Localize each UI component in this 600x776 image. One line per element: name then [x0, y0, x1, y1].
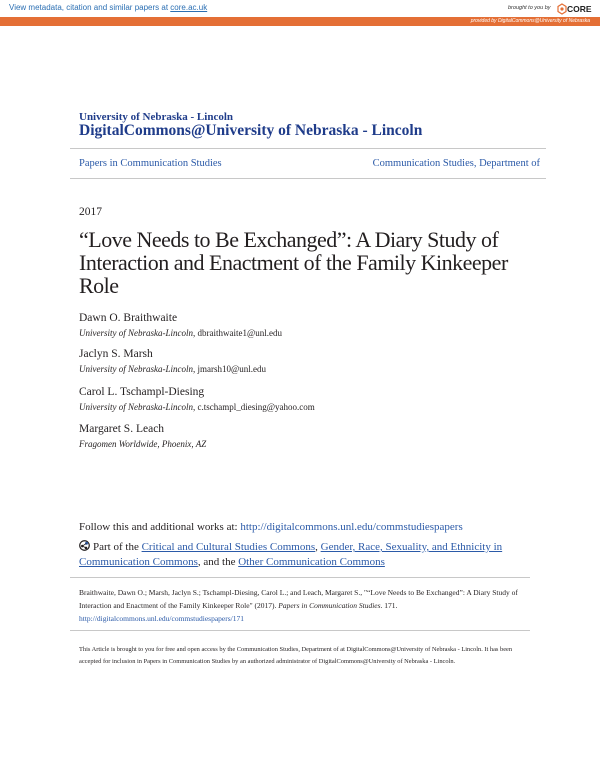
paper-title: [79, 228, 539, 297]
core-metadata-link[interactable]: View metadata, citation and similar papers at core.ac.uk: [9, 3, 208, 12]
core-logo-text: CORE: [567, 4, 592, 14]
author-affiliation: University of Nebraska-Lincoln, dbraithwaite1@unl.edu: [79, 328, 283, 338]
header-rule-top: [70, 148, 546, 149]
title-line: Interaction and Enactment of the Family Kinkeeper: [79, 250, 508, 275]
author-affiliation: University of Nebraska-Lincoln, jmarsh10@unl.edu: [79, 364, 267, 374]
series-link[interactable]: Papers in Communication Studies: [79, 158, 222, 169]
repository-name[interactable]: DigitalCommons@University of Nebraska - Lincoln: [79, 122, 423, 139]
brought-to-you-label: brought to you by: [508, 5, 551, 11]
citation-url-link[interactable]: http://digitalcommons.unl.edu/commstudiespapers/171: [79, 614, 244, 623]
access-notice: This Article is brought to you for free and open access by the Communication Studies, Department of at DigitalCommons@University of Nebraska - Lincoln. It has been accepted for inclusion in Papers in Communication Studies by an authorized administrator of DigitalCommons@University of Nebraska - Lincoln.: [79, 646, 513, 665]
title-line: Role: [79, 273, 119, 298]
commons-link[interactable]: Gender, Race, Sexuality, and Ethnicity in Communication Commons: [79, 541, 503, 568]
core-domain-link[interactable]: core.ac.uk: [170, 3, 208, 12]
commons-link[interactable]: Other Communication Commons: [238, 556, 385, 568]
university-name[interactable]: University of Nebraska - Lincoln: [79, 111, 233, 123]
author-name[interactable]: Carol L. Tschampl-Diesing: [79, 386, 205, 398]
notice-rule: [70, 630, 530, 631]
follow-line: Follow this and additional works at: http://digitalcommons.unl.edu/commstudiespapers: [79, 521, 463, 533]
network-commons-icon: [79, 540, 90, 551]
author-affiliation: Fragomen Worldwide, Phoenix, AZ: [79, 439, 207, 449]
core-logo-icon: [557, 3, 567, 15]
author-name[interactable]: Jaclyn S. Marsh: [79, 348, 153, 360]
part-of-line: Part of the Critical and Cultural Studies Commons, Gender, Race, Sexuality, and Ethnicity in Communication Commons, and the Other Communication Commons: [79, 541, 503, 568]
provided-by-label: provided by DigitalCommons@University of Nebraska: [470, 18, 590, 24]
header-rule-bottom: [70, 178, 546, 179]
publication-year: 2017: [79, 206, 102, 218]
citation-rule: [70, 577, 530, 578]
collection-url-link[interactable]: http://digitalcommons.unl.edu/commstudiespapers: [240, 521, 463, 533]
department-link[interactable]: Communication Studies, Department of: [372, 158, 540, 169]
author-name[interactable]: Margaret S. Leach: [79, 423, 165, 435]
author-affiliation: University of Nebraska-Lincoln, c.tschampl_diesing@yahoo.com: [79, 402, 315, 412]
author-name[interactable]: Dawn O. Braithwaite: [79, 312, 178, 324]
commons-link[interactable]: Critical and Cultural Studies Commons: [141, 541, 316, 553]
core-logo[interactable]: [557, 2, 597, 16]
recommended-citation: Braithwaite, Dawn O.; Marsh, Jaclyn S.; Tschampl-Diesing, Carol L.; and Leach, Margaret S., "“Love Needs to Be Exchanged”: A Diary Study of Interaction and Enactment of the Family Kinkeeper Role" (2017). Papers in Communication Studies. 171. http://digitalcommons.unl.edu/commstudiespapers/171: [79, 588, 518, 623]
title-line: “Love Needs to Be Exchanged”: A Diary Study of: [79, 227, 499, 252]
